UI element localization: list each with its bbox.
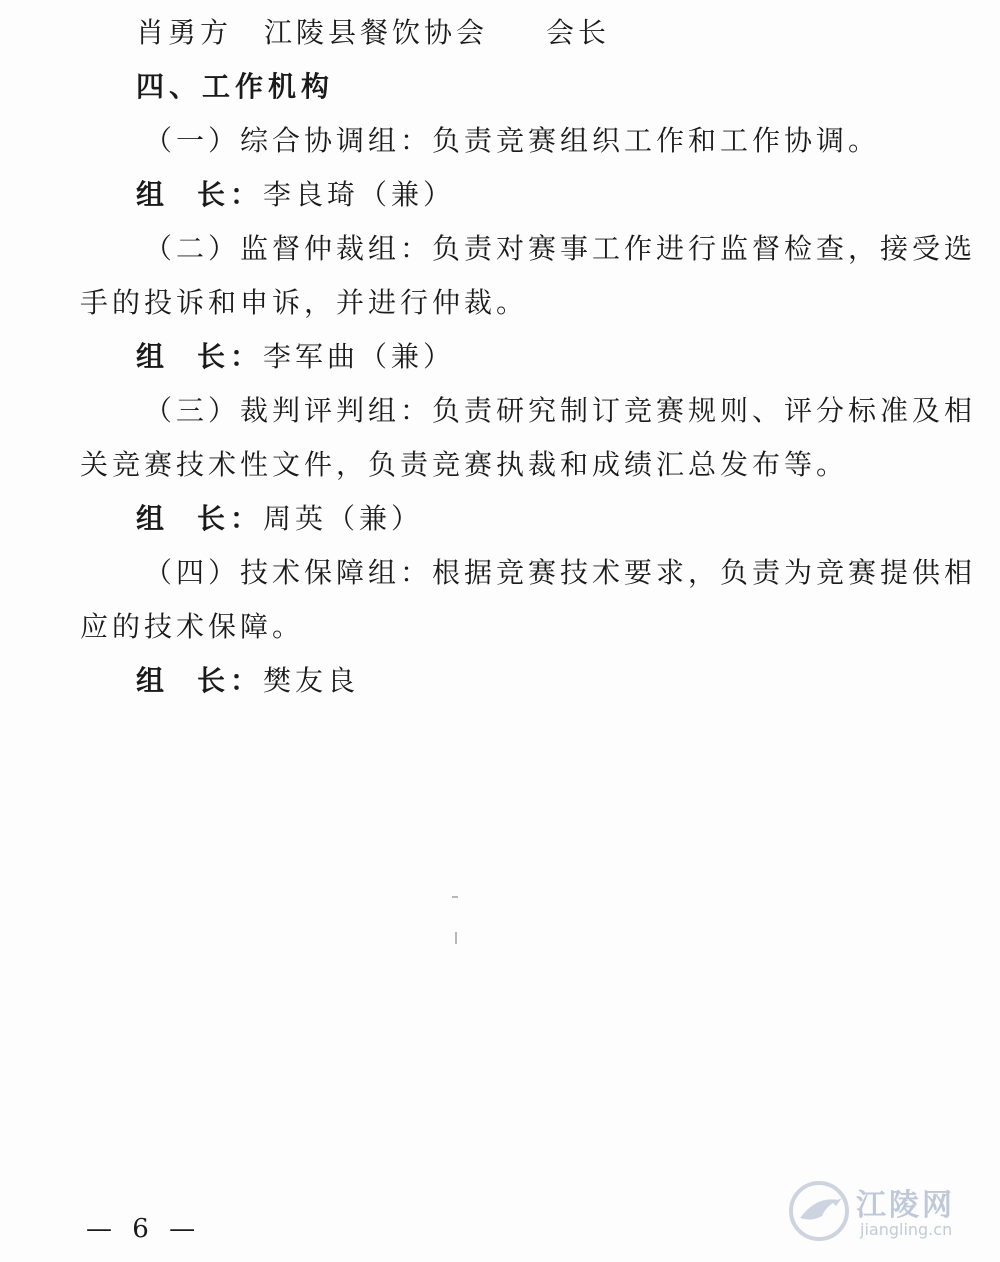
leader-label: 长： (197, 664, 264, 697)
site-watermark (786, 1178, 986, 1248)
group-2-description: （二）监督仲裁组：负责对赛事工作进行监督检查，接受选 (144, 232, 977, 265)
leader-label: 组 (136, 340, 170, 373)
scan-speck (452, 896, 458, 898)
leader-name: 李良琦（兼） (263, 178, 456, 211)
leader-label: 长： (197, 178, 264, 211)
group-2-description-cont: 手的投诉和申诉，并进行仲裁。 (80, 286, 529, 319)
member-org: 江陵县餐饮协会 (264, 16, 489, 49)
group-2-leader (136, 340, 455, 374)
group-3-leader (136, 502, 423, 536)
bird-logo-icon (786, 1178, 852, 1244)
section-heading: 四、工作机构 (136, 70, 335, 103)
member-role: 会长 (546, 16, 611, 49)
scan-speck (455, 932, 457, 944)
page-number: — 6 — (86, 1214, 202, 1244)
member-line (136, 16, 610, 50)
group-3-description-cont: 关竞赛技术性文件，负责竞赛执裁和成绩汇总发布等。 (80, 448, 849, 481)
watermark-name: 江陵网 (856, 1188, 955, 1223)
group-3-description: （三）裁判评判组：负责研究制订竞赛规则、评分标准及相 (144, 394, 977, 427)
leader-label: 组 (136, 178, 170, 211)
group-1-leader (136, 178, 455, 212)
watermark-url: jiangling.cn (860, 1220, 953, 1239)
leader-label: 长： (197, 340, 264, 373)
leader-label: 组 (136, 502, 170, 535)
leader-label: 组 (136, 664, 170, 697)
group-4-description: （四）技术保障组：根据竞赛技术要求，负责为竞赛提供相 (144, 556, 977, 589)
group-4-description-cont: 应的技术保障。 (80, 610, 305, 643)
leader-label: 长： (197, 502, 264, 535)
group-4-leader (136, 664, 359, 698)
leader-name: 樊友良 (263, 664, 360, 697)
leader-name: 周英（兼） (263, 502, 424, 535)
member-name: 肖勇方 (136, 16, 233, 49)
leader-name: 李军曲（兼） (263, 340, 456, 373)
group-1-description: （一）综合协调组：负责竞赛组织工作和工作协调。 (144, 124, 881, 157)
